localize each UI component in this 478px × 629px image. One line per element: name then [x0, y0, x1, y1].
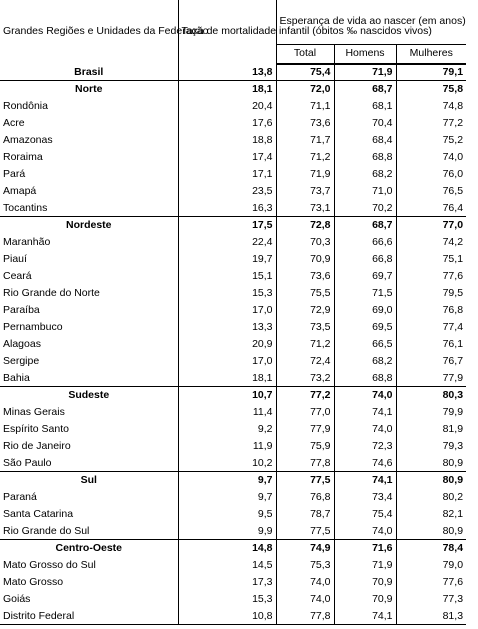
- table-body: [0, 64, 466, 625]
- life-women-cell: 79,3: [442, 440, 464, 452]
- mortality-cell: 23,5: [178, 183, 276, 200]
- region-name-cell: Sergipe: [0, 353, 178, 370]
- life-total-cell: 73,1: [276, 200, 334, 217]
- region-name-cell: Roraima: [0, 149, 178, 166]
- table-row: [0, 268, 466, 285]
- life-total-cell: 74,0: [276, 574, 334, 591]
- life-women-cell: 76,4: [442, 201, 464, 214]
- life-women-cell: 74,2: [442, 236, 464, 248]
- region-name-cell: Paraíba: [0, 302, 178, 319]
- total-column-header: Total: [276, 44, 334, 64]
- region-name-cell: Rio Grande do Sul: [0, 523, 178, 540]
- life-total-cell: 72,9: [276, 302, 334, 319]
- life-total-cell: 75,5: [276, 285, 334, 302]
- life-total-cell: 73,6: [276, 268, 334, 285]
- life-women-cell: 80,9: [442, 524, 464, 537]
- region-name-cell: Sudeste: [0, 387, 178, 404]
- region-total-row: [0, 387, 466, 404]
- life-men-cell: 74,0: [334, 421, 396, 438]
- life-total-cell: 77,5: [276, 523, 334, 540]
- mortality-cell: 15,3: [178, 591, 276, 608]
- life-women-cell: 76,7: [442, 355, 464, 367]
- life-women-cell: 77,9: [442, 371, 464, 384]
- life-total-cell: 77,8: [276, 455, 334, 472]
- life-men-cell: 70,4: [334, 115, 396, 132]
- life-women-cell: 80,9: [396, 472, 466, 489]
- region-name-cell: Santa Catarina: [0, 506, 178, 523]
- life-women-cell: 80,2: [442, 491, 464, 503]
- table-row: [0, 285, 466, 302]
- region-name-cell: Rio de Janeiro: [0, 438, 178, 455]
- life-men-cell: 70,9: [334, 574, 396, 591]
- region-name-cell: Paraná: [0, 489, 178, 506]
- life-total-cell: 77,8: [276, 608, 334, 625]
- mortality-cell: 9,9: [178, 523, 276, 540]
- life-men-cell: 72,3: [334, 438, 396, 455]
- mortality-cell: 9,7: [178, 472, 276, 489]
- life-total-cell: 73,7: [276, 183, 334, 200]
- table-row: [0, 149, 466, 166]
- life-total-cell: 72,8: [276, 217, 334, 234]
- table-row: [0, 353, 466, 370]
- life-total-cell: 71,1: [276, 98, 334, 115]
- region-column-header: Grandes Regiões e Unidades da Federação: [0, 0, 178, 64]
- region-name-cell: Ceará: [0, 268, 178, 285]
- region-name-cell: Rio Grande do Norte: [0, 285, 178, 302]
- table-row: [0, 336, 466, 353]
- life-women-cell: 77,3: [442, 593, 464, 605]
- life-total-cell: 73,5: [276, 319, 334, 336]
- table-row: [0, 370, 466, 387]
- table-row: [0, 115, 466, 132]
- region-name-cell: Rondônia: [0, 98, 178, 115]
- life-men-cell: 70,2: [334, 200, 396, 217]
- mortality-cell: 17,0: [178, 353, 276, 370]
- life-women-cell: 77,4: [442, 321, 464, 333]
- table-row: [0, 98, 466, 115]
- life-men-cell: 68,7: [334, 217, 396, 234]
- life-men-cell: 71,0: [334, 183, 396, 200]
- mortality-cell: 9,7: [178, 489, 276, 506]
- life-men-cell: 74,1: [334, 608, 396, 625]
- life-total-cell: 77,5: [276, 472, 334, 489]
- life-total-cell: 71,2: [276, 149, 334, 166]
- table-row: [0, 506, 466, 523]
- region-name-cell: Mato Grosso: [0, 574, 178, 591]
- table-row: [0, 251, 466, 268]
- region-total-row: [0, 81, 466, 98]
- region-name-cell: Sul: [0, 472, 178, 489]
- region-total-row: [0, 540, 466, 557]
- table-row: [0, 319, 466, 336]
- life-women-cell: 75,1: [442, 253, 464, 265]
- life-total-cell: 78,7: [276, 506, 334, 523]
- mortality-cell: 22,4: [178, 234, 276, 251]
- life-men-cell: 68,8: [334, 149, 396, 166]
- life-men-cell: 69,7: [334, 268, 396, 285]
- life-men-cell: 71,5: [334, 285, 396, 302]
- life-total-cell: 77,9: [276, 421, 334, 438]
- life-men-cell: 70,9: [334, 591, 396, 608]
- mortality-cell: 17,3: [178, 574, 276, 591]
- life-men-cell: 73,4: [334, 489, 396, 506]
- life-women-cell: 81,9: [442, 423, 464, 435]
- mortality-cell: 10,2: [178, 455, 276, 472]
- region-name-cell: Minas Gerais: [0, 404, 178, 421]
- life-men-cell: 66,8: [334, 251, 396, 268]
- life-total-cell: 75,3: [276, 557, 334, 574]
- region-name-cell: Pará: [0, 166, 178, 183]
- region-name-cell: Pernambuco: [0, 319, 178, 336]
- mortality-cell: 16,3: [178, 200, 276, 217]
- mortality-cell: 19,7: [178, 251, 276, 268]
- region-total-row: [0, 64, 466, 81]
- life-women-cell: 79,5: [442, 287, 464, 299]
- life-women-cell: 80,9: [442, 456, 464, 469]
- life-total-cell: 75,4: [276, 64, 334, 81]
- life-women-cell: 74,0: [442, 151, 464, 163]
- table-row: [0, 438, 466, 455]
- region-name-cell: Goiás: [0, 591, 178, 608]
- life-women-cell: 75,8: [396, 81, 466, 98]
- table-row: [0, 200, 466, 217]
- region-name-cell: Piauí: [0, 251, 178, 268]
- table-row: [0, 557, 466, 574]
- life-women-cell: 79,9: [442, 406, 464, 418]
- life-men-cell: 74,1: [334, 472, 396, 489]
- mortality-cell: 17,6: [178, 115, 276, 132]
- mortality-cell: 18,8: [178, 132, 276, 149]
- mortality-cell: 20,4: [178, 98, 276, 115]
- life-women-cell: 76,5: [442, 185, 464, 197]
- mortality-cell: 10,7: [178, 387, 276, 404]
- table-row: [0, 455, 466, 472]
- life-men-cell: 68,4: [334, 132, 396, 149]
- table-row: [0, 591, 466, 608]
- table-row: [0, 574, 466, 591]
- region-name-cell: Centro-Oeste: [0, 540, 178, 557]
- mortality-cell: 11,9: [178, 438, 276, 455]
- region-name-cell: São Paulo: [0, 455, 178, 472]
- life-total-cell: 70,3: [276, 234, 334, 251]
- region-total-row: [0, 217, 466, 234]
- mortality-cell: 13,8: [178, 64, 276, 81]
- life-women-cell: 77,0: [396, 217, 466, 234]
- mortality-cell: 18,1: [178, 370, 276, 387]
- table-row: [0, 404, 466, 421]
- mortality-cell: 17,4: [178, 149, 276, 166]
- region-name-cell: Amapá: [0, 183, 178, 200]
- region-name-cell: Bahia: [0, 370, 178, 387]
- region-name-cell: Tocantins: [0, 200, 178, 217]
- region-name-cell: Amazonas: [0, 132, 178, 149]
- life-total-cell: 71,2: [276, 336, 334, 353]
- life-total-cell: 74,9: [276, 540, 334, 557]
- mortality-cell: 9,5: [178, 506, 276, 523]
- life-men-cell: 75,4: [334, 506, 396, 523]
- region-name-cell: Nordeste: [0, 217, 178, 234]
- life-total-cell: 73,6: [276, 115, 334, 132]
- life-total-cell: 74,0: [276, 591, 334, 608]
- region-name-cell: Brasil: [0, 64, 178, 81]
- life-total-cell: 73,2: [276, 370, 334, 387]
- life-men-cell: 66,6: [334, 234, 396, 251]
- life-women-cell: 75,2: [442, 134, 464, 146]
- mortality-cell: 13,3: [178, 319, 276, 336]
- life-total-cell: 71,7: [276, 132, 334, 149]
- life-men-cell: 66,5: [334, 336, 396, 353]
- mortality-cell: 10,8: [178, 608, 276, 625]
- life-women-cell: 82,1: [442, 508, 464, 520]
- life-women-cell: 74,8: [442, 100, 464, 112]
- region-name-cell: Alagoas: [0, 336, 178, 353]
- table-row: [0, 302, 466, 319]
- life-men-cell: 69,0: [334, 302, 396, 319]
- region-name-cell: Acre: [0, 115, 178, 132]
- life-men-cell: 68,8: [334, 370, 396, 387]
- region-name-cell: Espírito Santo: [0, 421, 178, 438]
- life-women-cell: 77,6: [442, 270, 464, 282]
- life-men-cell: 68,7: [334, 81, 396, 98]
- table-row: [0, 132, 466, 149]
- life-men-cell: 71,6: [334, 540, 396, 557]
- table-row: [0, 608, 466, 625]
- region-name-cell: Distrito Federal: [0, 608, 178, 625]
- life-men-cell: 69,5: [334, 319, 396, 336]
- mortality-cell: 18,1: [178, 81, 276, 98]
- region-name-cell: Norte: [0, 81, 178, 98]
- life-women-cell: 77,2: [442, 117, 464, 129]
- life-total-cell: 70,9: [276, 251, 334, 268]
- life-men-cell: 68,2: [334, 353, 396, 370]
- life-total-cell: 71,9: [276, 166, 334, 183]
- life-men-cell: 74,6: [334, 455, 396, 472]
- table-row: [0, 183, 466, 200]
- life-women-cell: 76,8: [442, 304, 464, 316]
- life-women-cell: 80,3: [396, 387, 466, 404]
- life-women-cell: 76,0: [442, 168, 464, 180]
- life-total-cell: 77,0: [276, 404, 334, 421]
- men-column-header: Homens: [334, 44, 396, 64]
- table-row: [0, 166, 466, 183]
- mortality-column-header: Taxa de mortalidade infantil (óbitos ‰ nascidos vivos): [178, 0, 276, 64]
- mortality-cell: 9,2: [178, 421, 276, 438]
- life-men-cell: 74,0: [334, 387, 396, 404]
- mortality-cell: 20,9: [178, 336, 276, 353]
- women-column-header: Mulheres: [396, 44, 466, 64]
- mortality-cell: 15,1: [178, 268, 276, 285]
- mortality-cell: 17,5: [178, 217, 276, 234]
- life-women-cell: 79,1: [442, 66, 464, 79]
- life-total-cell: 77,2: [276, 387, 334, 404]
- life-men-cell: 71,9: [334, 64, 396, 81]
- life-men-cell: 71,9: [334, 557, 396, 574]
- table-row: [0, 523, 466, 540]
- mortality-cell: 17,1: [178, 166, 276, 183]
- life-total-cell: 72,4: [276, 353, 334, 370]
- region-name-cell: Maranhão: [0, 234, 178, 251]
- mortality-cell: 17,0: [178, 302, 276, 319]
- life-women-cell: 76,1: [442, 338, 464, 350]
- life-total-cell: 72,0: [276, 81, 334, 98]
- mortality-cell: 14,5: [178, 557, 276, 574]
- life-men-cell: 74,0: [334, 523, 396, 540]
- life-total-cell: 76,8: [276, 489, 334, 506]
- life-men-cell: 68,2: [334, 166, 396, 183]
- life-total-cell: 75,9: [276, 438, 334, 455]
- life-women-cell: 77,6: [442, 576, 464, 588]
- life-men-cell: 68,1: [334, 98, 396, 115]
- life-women-cell: 81,3: [396, 608, 466, 625]
- table-row: [0, 234, 466, 251]
- region-name-cell: Mato Grosso do Sul: [0, 557, 178, 574]
- mortality-cell: 14,8: [178, 540, 276, 557]
- life-women-cell: 78,4: [396, 540, 466, 557]
- table-row: [0, 489, 466, 506]
- mortality-cell: 11,4: [178, 404, 276, 421]
- table-row: [0, 421, 466, 438]
- life-men-cell: 74,1: [334, 404, 396, 421]
- life-women-cell: 79,0: [442, 559, 464, 571]
- life-expectancy-column-header: Esperança de vida ao nascer (em anos): [276, 0, 466, 44]
- mortality-cell: 15,3: [178, 285, 276, 302]
- region-total-row: [0, 472, 466, 489]
